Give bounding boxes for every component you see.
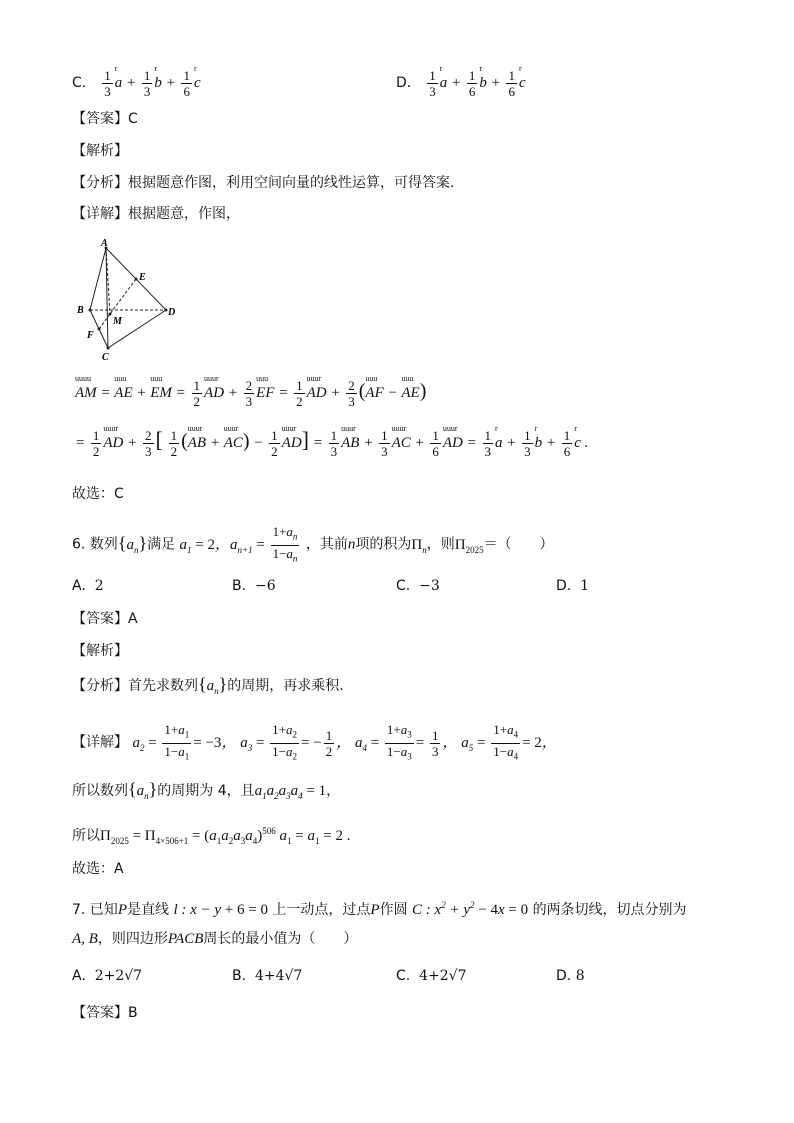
q7-answer: 【答案】B <box>72 1005 138 1021</box>
q6-option-d: D. 1 <box>556 578 590 594</box>
q7-option-b: B. 4+4√7 <box>232 968 303 984</box>
q6-xiangjie: 【详解】 $a_2$ = $\frac{1+a_1}{1-a_1}$ = −3， $a_3$ = $\frac{1+a_2}{1-a_2}$ = − $\frac{1}{2}$ ， $a_4$ = $\frac{1+a_3}{1-a_3}$ = $\frac{1}{3}$ ， $a_5$ = $\frac{1+a_4}{1-a_4}$ = 2， <box>72 722 557 762</box>
q5-fenxi: 【分析】根据题意作图，利用空间向量的线性运算，可得答案. <box>72 175 455 191</box>
q5-option-d: D． $\frac{1}{3}$ a r + $\frac{1}{6}$ b r + $\frac{1}{6}$ c r <box>396 63 526 99</box>
q6-option-b: B. −6 <box>232 578 276 594</box>
q5-equation-1: AM uuuu = AE uuu + EM uuu = $\frac{1}{2}$ AD uuur + $\frac{2}{3}$ EF uuu = $\frac{1}{2}$ AD uuur + $\frac{2}{3}$ (AF uuu − AE uuu ) <box>75 373 427 409</box>
option-label: C． <box>72 74 96 91</box>
q6-stem: 6. 数列$\{a_n\}$满足 $a_1 = 2$，$a_{n+1}$ = $\frac{1+a_n}{1-a_n}$ ，其前n项的积为$\Pi_n$，则$\Pi_{2025}=$（ ） <box>72 524 554 564</box>
q7-stem-line2: A, B，则四边形PACB周长的最小值为（ ） <box>72 931 358 947</box>
figure-label-c: C <box>102 352 109 363</box>
q6-conclusion: 故选：A <box>72 861 124 877</box>
q6-period: 所以数列$\{a_n\}$的周期为 4，且$a_1a_2a_3a_4 = 1$， <box>72 779 341 801</box>
q5-conclusion: 故选：C <box>72 486 124 502</box>
q7-option-a: A. 2+2√7 <box>72 968 143 984</box>
q6-option-c: C. −3 <box>396 578 440 594</box>
figure-label-e: E <box>139 272 146 283</box>
figure-label-m: M <box>113 316 122 327</box>
option-label: D． <box>396 74 421 91</box>
q6-answer: 【答案】A <box>72 611 138 627</box>
q6-option-a: A. 2 <box>72 578 104 594</box>
q7-stem-line1: 7. 已知P是直线 l : x − y + 6 = 0 上一动点，过点P作圆 C : $x^2 + y^2 - 4x = 0$ 的两条切线，切点分别为 <box>72 900 687 918</box>
tetrahedron-figure <box>70 236 190 364</box>
q5-option-c: C． $\frac{1}{3}$ a r + $\frac{1}{3}$ b r + $\frac{1}{6}$ c r <box>72 63 201 99</box>
q5-xiangjie: 【详解】根据题意，作图， <box>72 206 240 222</box>
figure-label-b: B <box>77 305 84 316</box>
q6-product: 所以$\Pi_{2025} = \Pi_{4\times 506+1} = (a_1a_2a_3a_4)^{506}$ $a_1 = a_1 = 2$ . <box>72 826 351 846</box>
figure-label-f: F <box>87 330 94 341</box>
q5-answer: 【答案】C <box>72 111 138 127</box>
q6-analysis: 【解析】 <box>72 643 128 659</box>
q5-analysis: 【解析】 <box>72 143 128 159</box>
q7-option-d: D. 8 <box>556 968 585 984</box>
q5-equation-2: = $\frac{1}{2}$ AD uuur + $\frac{2}{3}$ [ $\frac{1}{2}$ (AB uuur + AC uuur ) − $\frac{1}{2}$ AD uuur ] = $\frac{1}{3}$ AB uuur + $\frac{1}{3}$ AC uuur + $\frac{1}{6}$ AD uuur = $\frac{1}{3}$ a r + $\frac{1}{3}$ b r + $\frac{1}{6}$ c r . <box>75 423 589 459</box>
figure-label-d: D <box>168 307 176 318</box>
q6-fenxi: 【分析】首先求数列$\{a_n\}$的周期，再求乘积. <box>72 674 344 696</box>
figure-label-a: A <box>101 238 108 249</box>
q7-option-c: C. 4+2√7 <box>396 968 467 984</box>
